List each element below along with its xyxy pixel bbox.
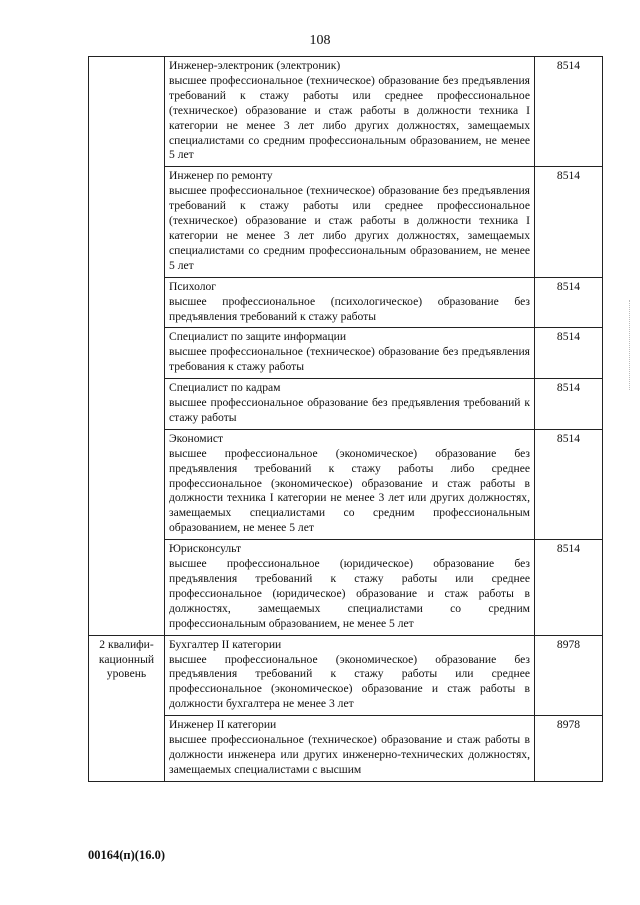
table-row [89,328,603,379]
table-row [89,540,603,635]
qualification-level-label: 2 квалифи- кационный уровень [98,637,155,681]
position-cell [165,57,535,167]
position-cell [165,379,535,430]
salary-cell: 8514 [535,167,603,277]
position-title: Бухгалтер II категории [169,637,282,651]
qualification-level-cell [89,635,165,781]
qualification-level-cell [89,57,165,636]
position-requirements: высшее профессиональное образование без предъявления требований к стажу работы [169,396,530,424]
qualification-table [88,56,603,782]
page-number: 108 [309,33,331,48]
position-title: Специалист по кадрам [169,381,281,395]
position-title: Юрисконсульт [169,542,242,556]
position-requirements: высшее профессиональное (техническое) образование без предъявления требования к стажу работы [169,345,530,374]
table-row [89,635,603,716]
salary-cell: 8514 [535,57,603,167]
salary-cell: 8514 [535,328,603,379]
position-cell [165,429,535,539]
position-title: Специалист по защите информации [169,330,347,344]
salary-cell: 8978 [535,716,603,782]
salary-cell: 8514 [535,429,603,539]
position-title: Экономист [169,431,224,445]
position-requirements: высшее профессиональное (юридическое) образование без предъявления требований к стажу работы или среднее профессиональное (юридическое) образование и стаж работы в должностях, замещаемых специалистами со средним профессиональным образованием, не менее 5 лет [169,557,530,630]
position-cell [165,167,535,277]
salary-cell: 8514 [535,540,603,635]
position-requirements: высшее профессиональное (экономическое) образование без предъявления требований к стажу работы или среднее профессиональное (экономическое) образование и стаж работы в должности бухгалтера не менее 3 лет [169,652,530,711]
document-code: 00164(п)(16.0) [88,848,165,862]
position-cell [165,277,535,328]
position-requirements: высшее профессиональное (экономическое) образование без предъявления требований к стажу работы либо среднее профессиональное (экономическое) образование и стаж работы в должности техника I категории не менее 3 лет или других должностях, замещаемых специалистами со средним профессиональным образованием, не менее 5 лет [169,446,530,535]
table-row [89,57,603,167]
table-row [89,716,603,782]
position-cell [165,635,535,716]
scan-edge-marks [629,300,633,390]
position-title: Инженер-электроник (электроник) [169,59,341,72]
table-row [89,277,603,328]
position-title: Психолог [169,279,217,293]
position-requirements: высшее профессиональное (техническое) образование и стаж работы в должности инженера или других инженерно-технических должностях, замещаемых специалистами с высшим [169,733,530,776]
position-title: Инженер II категории [169,718,277,732]
position-title: Инженер по ремонту [169,169,273,183]
salary-cell: 8514 [535,379,603,430]
salary-cell: 8978 [535,635,603,716]
salary-cell: 8514 [535,277,603,328]
position-requirements: высшее профессиональное (техническое) образование без предъявления требований к стажу работы или среднее профессиональное (техническое) образование и стаж работы в должности техника I категории не менее 3 лет либо других должностях, замещаемых специалистами со средним профессиональным образованием, не менее 5 лет [169,184,530,272]
position-cell [165,716,535,782]
table-row [89,429,603,539]
position-requirements: высшее профессиональное (техническое) образование без предъявления требований к стажу работы или среднее профессиональное (техническое) образование и стаж работы в должности техника I категории не менее 3 лет либо других должностях, замещаемых специалистами со средним профессиональным образованием, не менее 5 лет [169,73,530,162]
position-cell [165,540,535,635]
table-row [89,379,603,430]
position-cell [165,328,535,379]
position-requirements: высшее профессиональное (психологическое) образование без предъявления требований к стажу работы [169,294,530,323]
table-row [89,167,603,277]
